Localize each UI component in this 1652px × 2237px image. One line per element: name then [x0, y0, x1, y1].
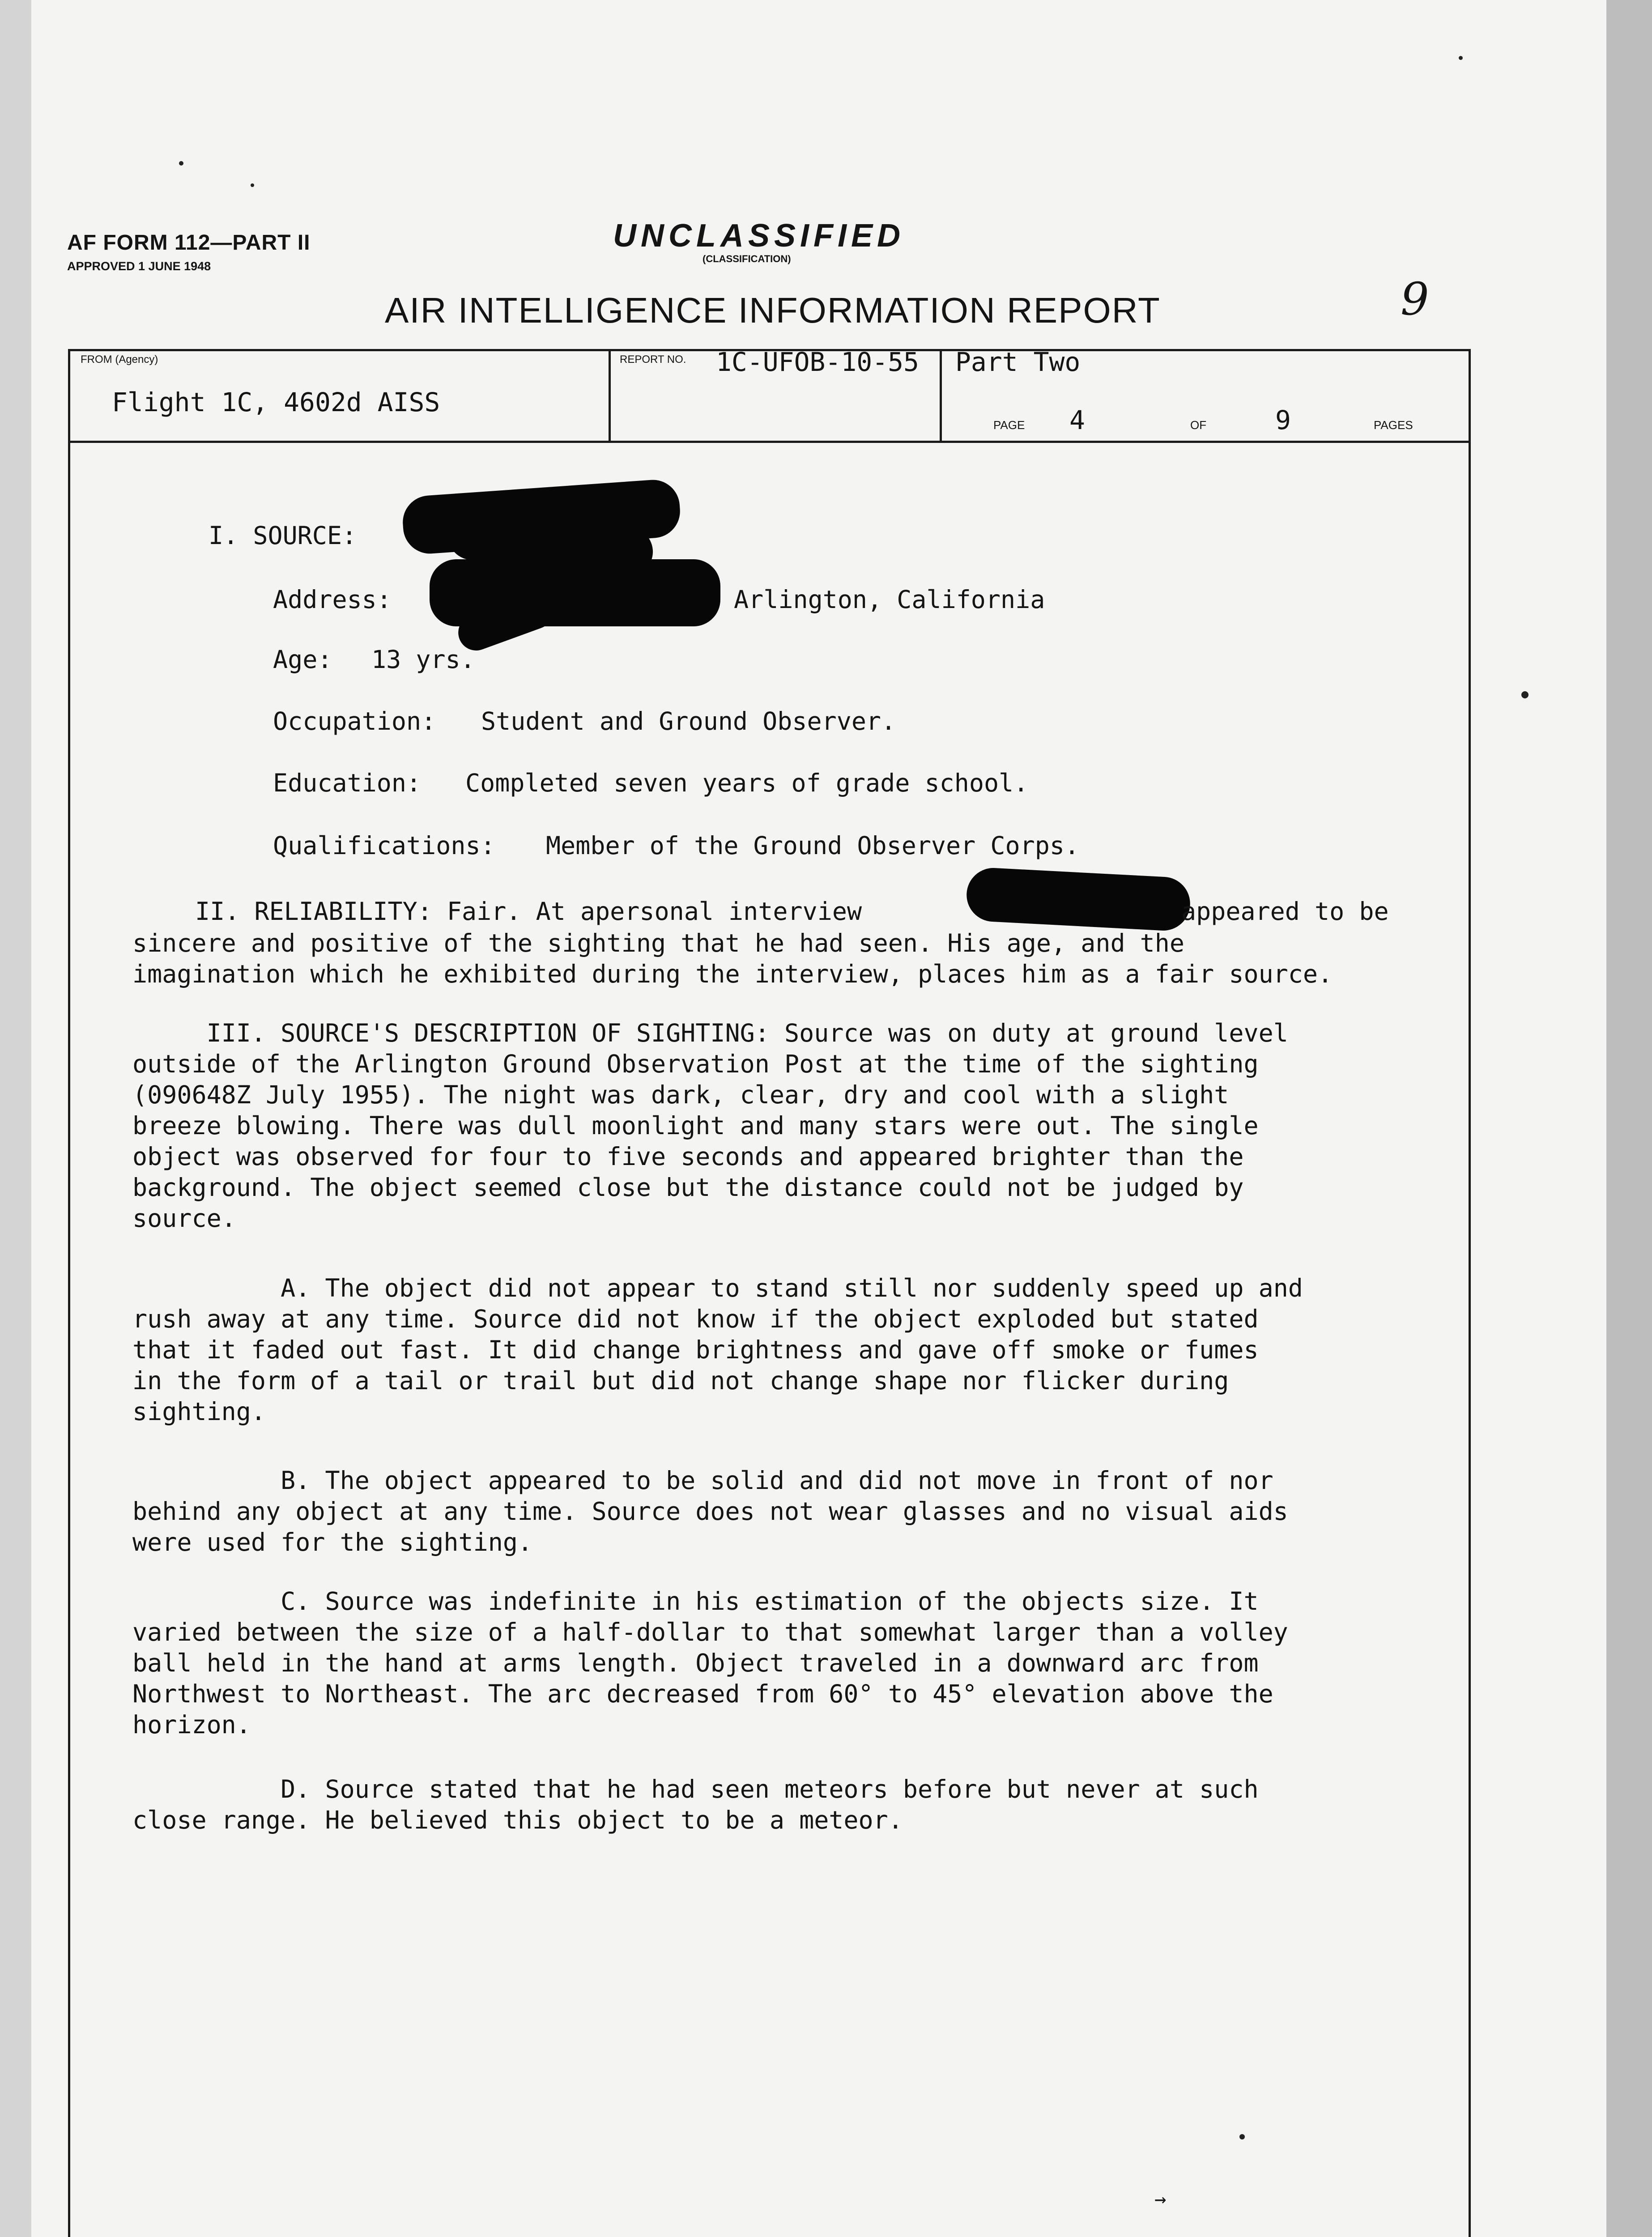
sighting-item-c: C. Source was indefinite in his estimation of the objects size. It varied between the size of a half-dollar to that somewhat larger than a volley ball held in the hand at arms length. Object traveled in a downward arc from Northwest to Northeast. The arc decreased from 60° to 45° elevation above the horizon. [132, 1587, 1288, 1739]
sighting-description: III. SOURCE'S DESCRIPTION OF SIGHTING: Source was on duty at ground level outside of the Arlington Ground Observation Post at the time of the sighting (090648Z July 1955). The night was dark, clear, dry and cool with a slight breeze blowing. There was dull moonlight and many stars were out. The single object was observed for four to five seconds and appeared brighter than the background. The object seemed close but the distance could not be judged by source. [132, 1019, 1288, 1233]
sighting-item-b: B. The object appeared to be solid and did not move in front of nor behind any object at any time. Source does not wear glasses and no visual aids were used for the sighting. [132, 1466, 1288, 1557]
classification-stamp-top: UNCLASSIFIED [613, 218, 905, 254]
handwritten-page-number: 9 [1401, 273, 1429, 325]
scan-speck [179, 161, 183, 166]
sighting-item-a: A. The object did not appear to stand still nor suddenly speed up and rush away at any time. Source did not know if the object exploded but stated that it faded out fast. It did change brightness and gave off smoke or fumes in the form of a tail or trail but did not change shape nor flicker during sighting. [132, 1274, 1303, 1426]
of-label: OF [1190, 418, 1207, 432]
reliability-text: sincere and positive of the sighting that he had seen. His age, and the imagination which he exhibited during the interview, places him as a fair source. [132, 929, 1333, 988]
education-label: Education: [273, 769, 422, 797]
address-value: Arlington, California [734, 585, 1045, 614]
scan-speck [1459, 56, 1463, 60]
page-value: 4 [1069, 405, 1085, 435]
scan-edge [1606, 0, 1652, 2237]
sighting-item-d: D. Source stated that he had seen meteors before but never at such close range. He believed this object to be a meteor. [132, 1775, 1259, 1834]
from-label: FROM (Agency) [81, 353, 158, 366]
page-label: PAGE [993, 418, 1025, 432]
scan-speck [251, 183, 254, 187]
header-divider [609, 349, 611, 441]
header-divider [940, 349, 942, 441]
education-value: Completed seven years of grade school. [465, 769, 1029, 797]
report-no-label: REPORT NO. [620, 353, 686, 366]
total-pages: 9 [1275, 405, 1291, 435]
report-title: AIR INTELLIGENCE INFORMATION REPORT [385, 290, 1161, 330]
occupation-label: Occupation: [273, 707, 436, 736]
qualifications-value: Member of the Ground Observer Corps. [546, 831, 1080, 860]
report-no-value: 1C-UFOB-10-55 [716, 347, 919, 377]
classification-label-top: (CLASSIFICATION) [703, 253, 791, 264]
pages-label: PAGES [1374, 418, 1413, 432]
occupation-value: Student and Ground Observer. [481, 707, 896, 736]
form-id: AF FORM 112—PART II [67, 231, 311, 255]
address-label: Address: [273, 585, 392, 614]
from-value: Flight 1C, 4602d AISS [112, 387, 440, 417]
source-heading: I. SOURCE: [209, 521, 357, 550]
qualifications-label: Qualifications: [273, 831, 495, 860]
reliability-line-start: II. RELIABILITY: Fair. At apersonal interview [195, 897, 862, 926]
form-approved-date: APPROVED 1 JUNE 1948 [67, 259, 211, 273]
header-divider [68, 441, 1469, 443]
report-part: Part Two [955, 347, 1081, 377]
age-label: Age: [273, 645, 332, 674]
reliability-line-end: appeared to be [1181, 897, 1389, 926]
scan-speck [1521, 691, 1529, 698]
age-value: 13 yrs. [371, 645, 475, 674]
arrow-mark-icon: → [1154, 2188, 1167, 2211]
